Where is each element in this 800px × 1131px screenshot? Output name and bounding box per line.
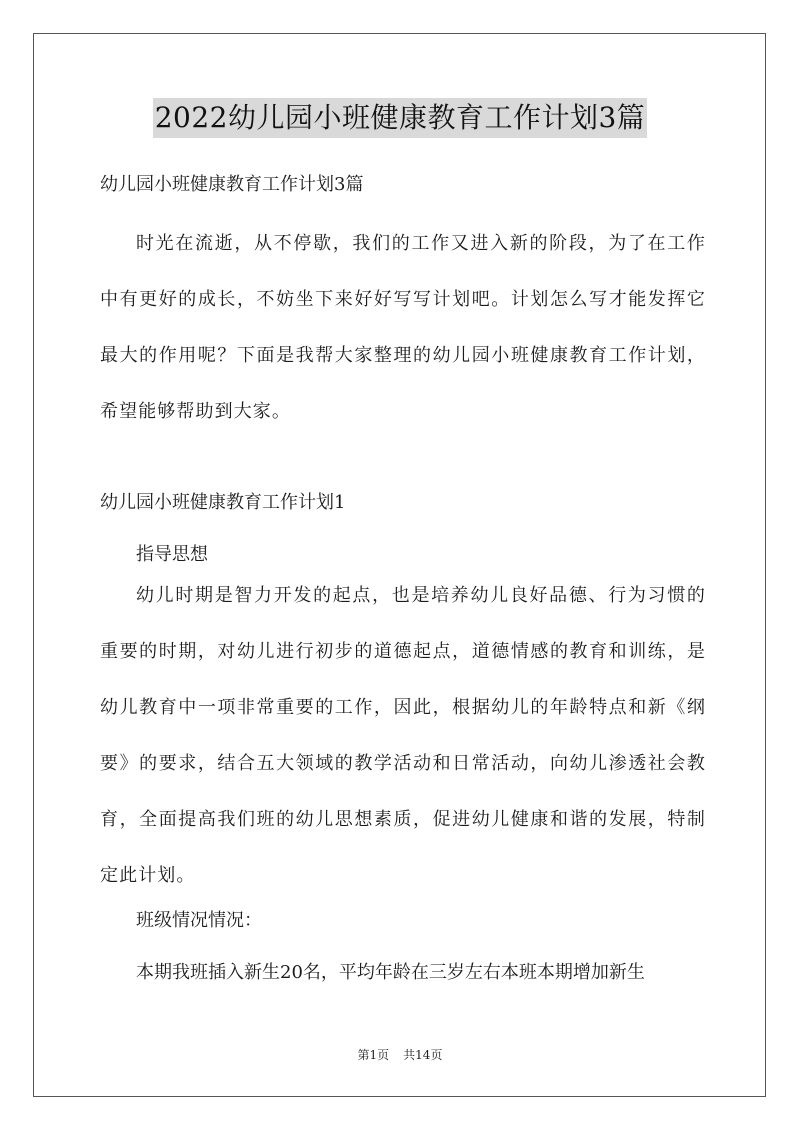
document-subtitle: 幼儿园小班健康教育工作计划3篇 — [100, 174, 364, 195]
page-footer — [0, 1047, 800, 1063]
page-number: 第1页 — [357, 1048, 390, 1062]
document-title: 2022幼儿园小班健康教育工作计划3篇 — [153, 98, 648, 138]
intro-paragraph: 时光在流逝，从不停歇，我们的工作又进入新的阶段，为了在工作中有更好的成长，不妨坐下来好好写写计划吧。计划怎么写才能发挥它最大的作用呢？下面是我帮大家整理的幼儿园小班健康教育工作计划，希望能够帮助到大家。 — [100, 233, 706, 422]
guiding-paragraph: 幼儿时期是智力开发的起点，也是培养幼儿良好品德、行为习惯的重要的时期，对幼儿进行初步的道德起点，道德情感的教育和训练，是幼儿教育中一项非常重要的工作，因此，根据幼儿的年龄特点和新《纲要》的要求，结合五大领域的教学活动和日常活动，向幼儿渗透社会教育，全面提高我们班的幼儿思想素质，促进幼儿健康和谐的发展，特制定此计划。 — [100, 585, 706, 886]
class-heading: 班级情况情况： — [136, 910, 262, 931]
guiding-heading: 指导思想 — [136, 544, 208, 565]
page-total: 共14页 — [403, 1048, 443, 1062]
section-heading: 幼儿园小班健康教育工作计划1 — [100, 492, 346, 513]
title-container — [0, 98, 800, 138]
class-paragraph: 本期我班插入新生20名，平均年龄在三岁左右本班本期增加新生 — [136, 962, 645, 983]
